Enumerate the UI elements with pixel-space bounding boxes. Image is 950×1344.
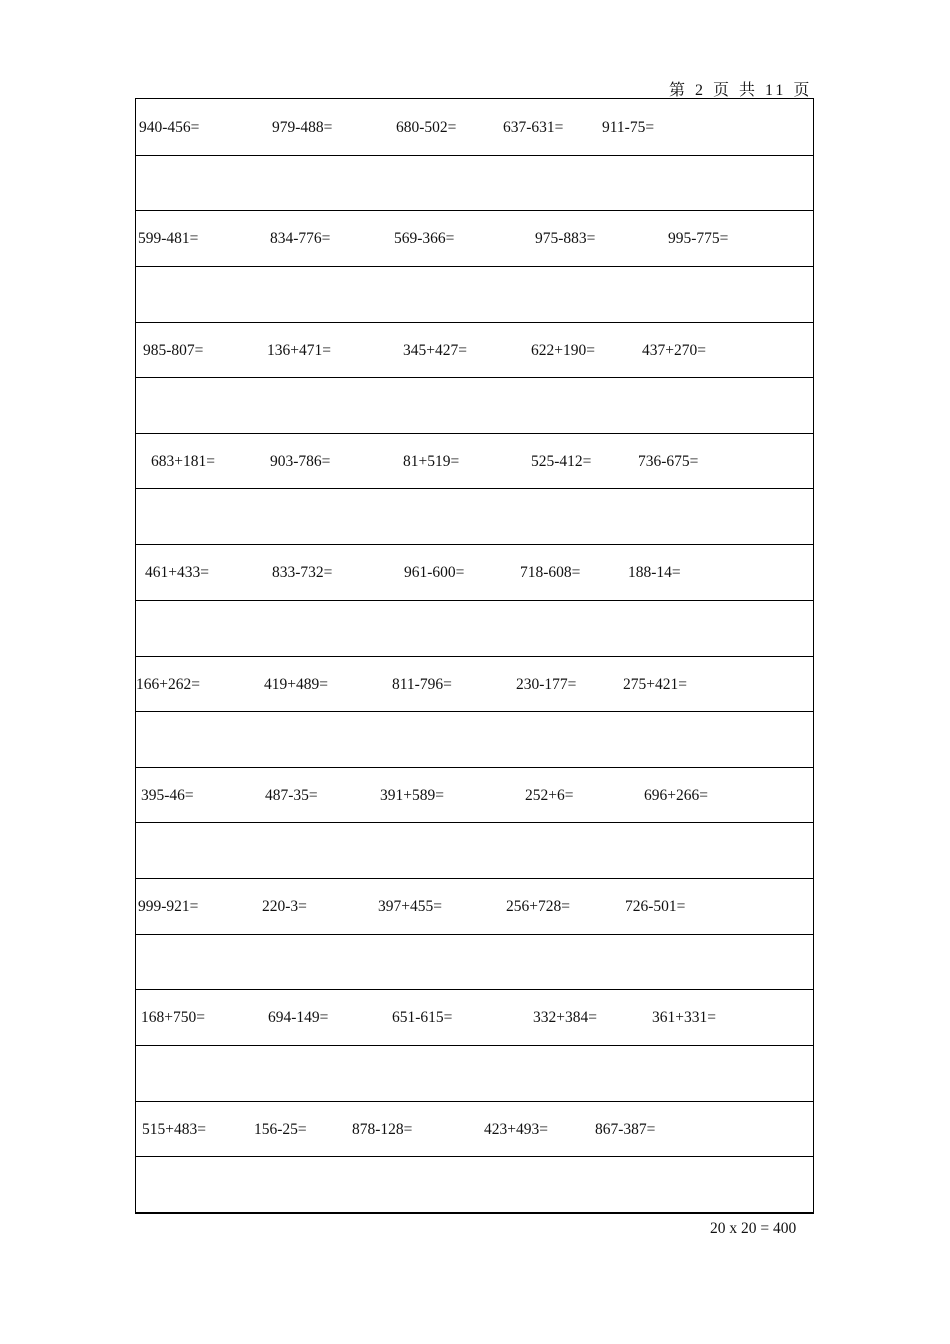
arithmetic-problem: 911-75= bbox=[602, 119, 655, 136]
arithmetic-problem: 437+270= bbox=[642, 341, 706, 359]
arithmetic-problem: 423+493= bbox=[484, 1120, 548, 1138]
arithmetic-problem: 651-615= bbox=[392, 1009, 453, 1027]
row-divider bbox=[136, 656, 813, 657]
row-divider bbox=[136, 600, 813, 601]
row-divider bbox=[136, 767, 813, 768]
arithmetic-problem: 168+750= bbox=[141, 1009, 205, 1027]
arithmetic-problem: 995-775= bbox=[668, 230, 729, 248]
arithmetic-problem: 252+6= bbox=[525, 786, 574, 804]
arithmetic-problem: 395-46= bbox=[141, 786, 194, 804]
row-divider bbox=[136, 210, 813, 211]
arithmetic-problem: 833-732= bbox=[272, 564, 333, 582]
arithmetic-problem: 985-807= bbox=[143, 341, 204, 359]
arithmetic-problem: 419+489= bbox=[264, 675, 328, 693]
arithmetic-problem: 332+384= bbox=[533, 1009, 597, 1027]
arithmetic-problem: 345+427= bbox=[403, 341, 467, 359]
arithmetic-problem: 361+331= bbox=[652, 1009, 716, 1027]
arithmetic-problem: 622+190= bbox=[531, 341, 595, 359]
arithmetic-problem: 979-488= bbox=[272, 119, 333, 136]
arithmetic-problem: 156-25= bbox=[254, 1120, 307, 1138]
arithmetic-problem: 569-366= bbox=[394, 230, 455, 248]
arithmetic-problem: 961-600= bbox=[404, 564, 465, 582]
arithmetic-problem: 680-502= bbox=[396, 119, 457, 136]
arithmetic-problem: 718-608= bbox=[520, 564, 581, 582]
row-divider bbox=[136, 989, 813, 990]
row-divider bbox=[136, 544, 813, 545]
arithmetic-problem: 834-776= bbox=[270, 230, 331, 248]
arithmetic-problem: 256+728= bbox=[506, 898, 570, 916]
arithmetic-problem: 811-796= bbox=[392, 675, 452, 693]
arithmetic-problem: 736-675= bbox=[638, 452, 699, 470]
row-divider bbox=[136, 878, 813, 879]
row-divider bbox=[136, 488, 813, 489]
row-divider bbox=[136, 155, 813, 156]
arithmetic-problem: 975-883= bbox=[535, 230, 596, 248]
arithmetic-problem: 637-631= bbox=[503, 119, 564, 136]
arithmetic-problem: 599-481= bbox=[138, 230, 199, 248]
arithmetic-problem: 940-456= bbox=[139, 119, 200, 136]
arithmetic-problem: 515+483= bbox=[142, 1120, 206, 1138]
row-divider bbox=[136, 822, 813, 823]
arithmetic-problem: 391+589= bbox=[380, 786, 444, 804]
arithmetic-problem: 999-921= bbox=[138, 898, 199, 916]
arithmetic-problem: 188-14= bbox=[628, 564, 681, 582]
worksheet-summary: 20 x 20 = 400 bbox=[710, 1220, 797, 1237]
row-divider bbox=[136, 1156, 813, 1157]
row-divider bbox=[136, 711, 813, 712]
page-number-header: 第 2 页 共 11 页 bbox=[669, 82, 813, 99]
arithmetic-problem: 461+433= bbox=[145, 564, 209, 582]
arithmetic-problem: 487-35= bbox=[265, 786, 318, 804]
row-divider bbox=[136, 377, 813, 378]
arithmetic-problem: 867-387= bbox=[595, 1120, 656, 1138]
row-divider bbox=[136, 1101, 813, 1102]
arithmetic-problem: 397+455= bbox=[378, 898, 442, 916]
arithmetic-problem: 220-3= bbox=[262, 898, 307, 916]
row-divider bbox=[136, 433, 813, 434]
arithmetic-problem: 903-786= bbox=[270, 452, 331, 470]
row-divider bbox=[136, 934, 813, 935]
arithmetic-problem: 694-149= bbox=[268, 1009, 329, 1027]
arithmetic-problem: 696+266= bbox=[644, 786, 708, 804]
arithmetic-problem: 166+262= bbox=[136, 675, 200, 693]
arithmetic-problem: 878-128= bbox=[352, 1120, 413, 1138]
row-divider bbox=[136, 266, 813, 267]
arithmetic-problem: 525-412= bbox=[531, 452, 592, 470]
arithmetic-problem: 683+181= bbox=[151, 452, 215, 470]
arithmetic-problem: 726-501= bbox=[625, 898, 686, 916]
arithmetic-problem: 136+471= bbox=[267, 341, 331, 359]
problem-grid bbox=[135, 98, 814, 1214]
arithmetic-problem: 81+519= bbox=[403, 452, 460, 470]
row-divider bbox=[136, 1045, 813, 1046]
row-divider bbox=[136, 322, 813, 323]
arithmetic-problem: 275+421= bbox=[623, 675, 687, 693]
arithmetic-problem: 230-177= bbox=[516, 675, 577, 693]
